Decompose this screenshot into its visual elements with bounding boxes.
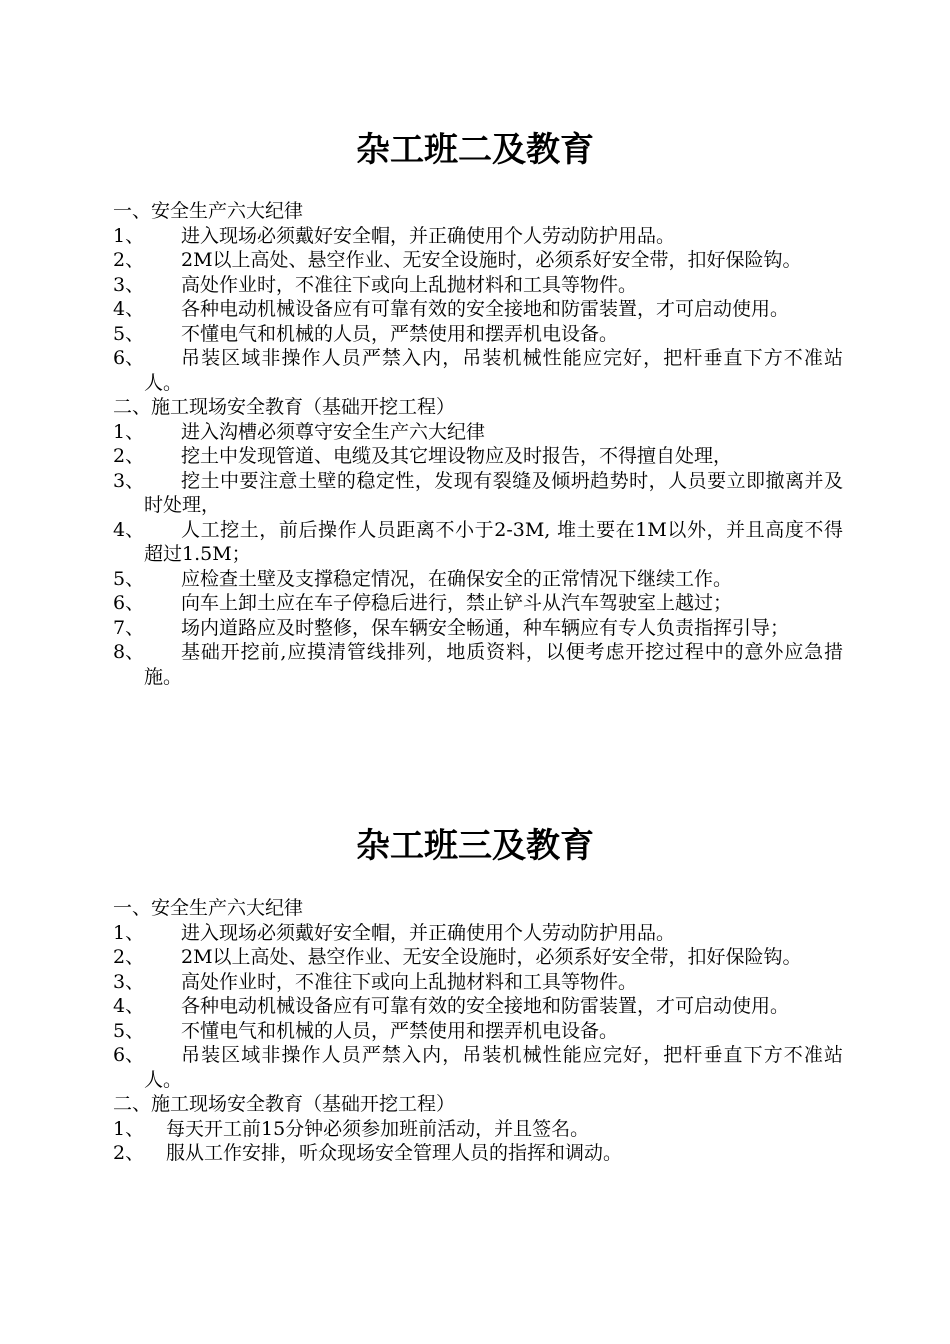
item-text: 各种电动机械设备应有可靠有效的安全接地和防雷装置，才可启动使用。 xyxy=(181,298,790,320)
list-item xyxy=(113,273,843,298)
doc1-section1-list xyxy=(113,224,843,396)
item-text: 应检查土壁及支撑稳定情况，在确保安全的正常情况下继续工作。 xyxy=(181,567,733,590)
item-text: 吊装区域非操作人员严禁入内，吊装机械性能应完好，把杆垂直下方不准站人。 xyxy=(144,1044,843,1091)
item-text: 场内道路应及时整修，保车辆安全畅通，种车辆应有专人负责指挥引导； xyxy=(181,616,790,639)
item-number: 1、 xyxy=(113,1117,145,1140)
item-number: 5、 xyxy=(113,567,145,590)
list-item xyxy=(113,444,843,469)
item-number: 4、 xyxy=(113,298,145,320)
item-number: 5、 xyxy=(113,322,145,345)
item-number: 7、 xyxy=(113,616,145,639)
item-text: 高处作业时，不准往下或向上乱抛材料和工具等物件。 xyxy=(181,970,638,993)
list-item xyxy=(113,945,843,970)
list-item xyxy=(113,420,843,445)
item-number: 3、 xyxy=(113,273,145,296)
item-number: 3、 xyxy=(113,469,145,492)
list-item xyxy=(113,1019,843,1044)
item-text: 挖土中发现管道、电缆及其它埋设物应及时报告，不得擅自处理， xyxy=(181,445,733,467)
item-number: 2、 xyxy=(113,445,145,467)
item-text: 向车上卸土应在车子停稳后进行，禁止铲斗从汽车驾驶室上越过； xyxy=(181,592,733,614)
item-number: 6、 xyxy=(113,347,145,369)
item-text: 服从工作安排，听众现场安全管理人员的指挥和调动。 xyxy=(166,1142,623,1164)
item-number: 5、 xyxy=(113,1019,145,1042)
item-number: 2、 xyxy=(113,249,145,271)
doc1-title: 杂工班二及教育 xyxy=(356,130,594,170)
list-item xyxy=(113,921,843,946)
doc2-section1-list xyxy=(113,921,843,1093)
item-text: 各种电动机械设备应有可靠有效的安全接地和防雷装置，才可启动使用。 xyxy=(181,995,790,1017)
item-number: 4、 xyxy=(113,518,145,541)
item-text: 每天开工前15分钟必须参加班前活动，并且签名。 xyxy=(166,1117,590,1140)
list-item xyxy=(113,1043,843,1092)
list-item xyxy=(113,322,843,347)
item-text: 不懂电气和机械的人员，严禁使用和摆弄机电设备。 xyxy=(181,322,619,345)
item-text: 进入沟槽必须尊守安全生产六大纪律 xyxy=(181,420,486,443)
doc2-section2-list xyxy=(113,1117,843,1166)
doc2-section1-heading: 一、安全生产六大纪律 xyxy=(113,897,304,919)
item-number: 4、 xyxy=(113,995,145,1017)
item-number: 1、 xyxy=(113,921,145,944)
doc1-section2-list xyxy=(113,420,843,690)
list-item xyxy=(113,518,843,567)
item-number: 2、 xyxy=(113,1142,145,1164)
item-number: 2、 xyxy=(113,946,145,968)
list-item xyxy=(113,994,843,1019)
item-text: 2M以上高处、悬空作业、无安全设施时，必须系好安全带，扣好保险钩。 xyxy=(181,249,802,271)
list-item xyxy=(113,567,843,592)
list-item xyxy=(113,224,843,249)
list-item xyxy=(113,1141,843,1166)
list-item xyxy=(113,970,843,995)
list-item xyxy=(113,346,843,395)
list-item xyxy=(113,640,843,689)
list-item xyxy=(113,616,843,641)
item-text: 进入现场必须戴好安全帽，并正确使用个人劳动防护用品。 xyxy=(181,921,676,944)
list-item xyxy=(113,469,843,518)
item-number: 3、 xyxy=(113,970,145,993)
item-text: 基础开挖前,应摸清管线排列，地质资料，以便考虑开挖过程中的意外应急措施。 xyxy=(144,641,843,688)
doc1-section2-heading: 二、施工现场安全教育（基础开挖工程） xyxy=(113,396,456,418)
item-text: 2M以上高处、悬空作业、无安全设施时，必须系好安全带，扣好保险钩。 xyxy=(181,946,802,968)
item-text: 进入现场必须戴好安全帽，并正确使用个人劳动防护用品。 xyxy=(181,224,676,247)
item-number: 1、 xyxy=(113,224,145,247)
list-item xyxy=(113,591,843,616)
doc1-section1-heading: 一、安全生产六大纪律 xyxy=(113,200,304,222)
item-text: 不懂电气和机械的人员，严禁使用和摆弄机电设备。 xyxy=(181,1019,619,1042)
list-item xyxy=(113,297,843,322)
doc1-body xyxy=(113,199,843,689)
item-text: 人工挖土，前后操作人员距离不小于2-3M, 堆土要在1M以外，并且高度不得超过1.5M； xyxy=(144,518,843,565)
doc2-section2-heading: 二、施工现场安全教育（基础开挖工程） xyxy=(113,1093,456,1115)
item-text: 高处作业时，不准往下或向上乱抛材料和工具等物件。 xyxy=(181,273,638,296)
item-number: 8、 xyxy=(113,641,145,663)
list-item xyxy=(113,1117,843,1142)
doc2-body xyxy=(113,896,843,1166)
item-number: 6、 xyxy=(113,1044,145,1066)
item-text: 挖土中要注意土壁的稳定性，发现有裂缝及倾坍趋势时，人员要立即撤离并及时处理， xyxy=(144,469,843,516)
list-item xyxy=(113,248,843,273)
item-number: 6、 xyxy=(113,592,145,614)
doc2-title: 杂工班三及教育 xyxy=(356,826,594,866)
item-number: 1、 xyxy=(113,420,145,443)
item-text: 吊装区域非操作人员严禁入内，吊装机械性能应完好，把杆垂直下方不准站人。 xyxy=(144,347,843,394)
